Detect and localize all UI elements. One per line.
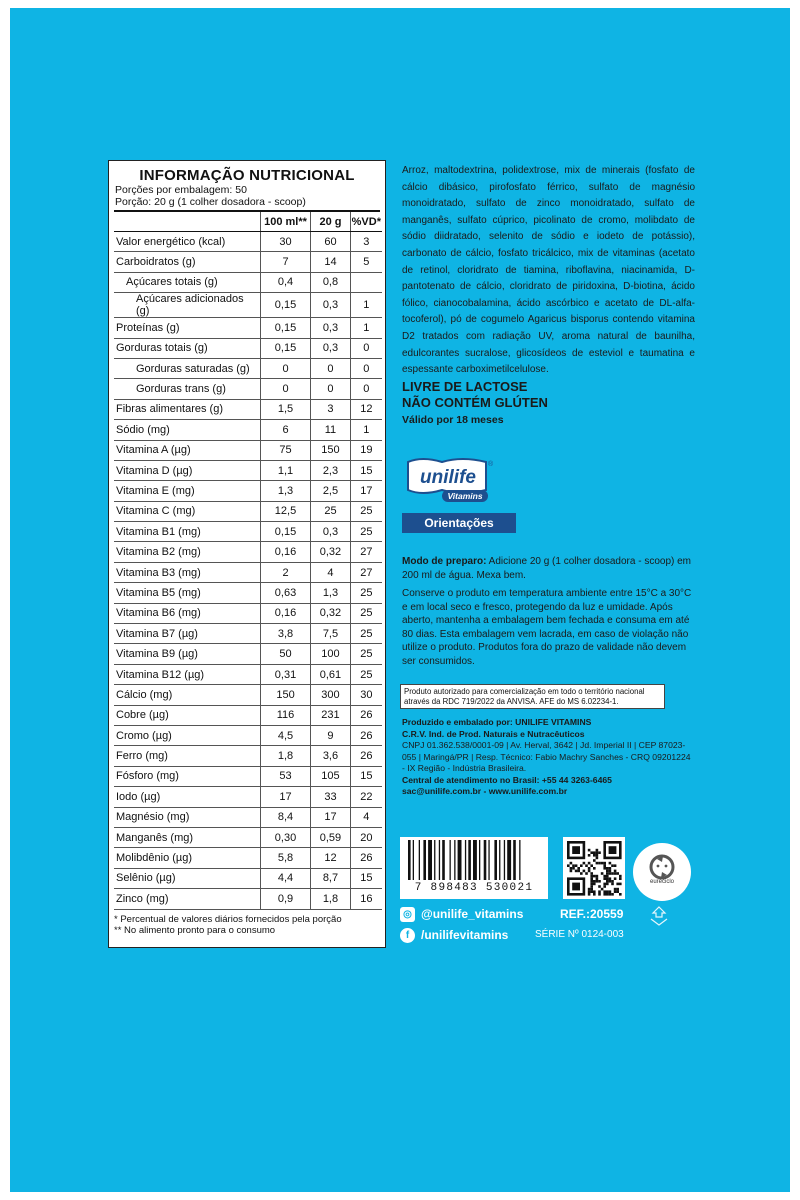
barcode bbox=[400, 837, 548, 899]
serial-number: SÉRIE Nº 0124-003 bbox=[535, 929, 624, 940]
table-row bbox=[114, 807, 382, 827]
instagram-handle: @unilife_vitamins bbox=[421, 907, 524, 921]
gluten-free-claim: NÃO CONTÉM GLÚTEN bbox=[402, 395, 548, 410]
nutrient-name: Valor energético (kcal) bbox=[114, 232, 260, 252]
logo-subtitle: Vitamins bbox=[447, 491, 483, 501]
table-row bbox=[114, 705, 382, 725]
nutrient-name: Magnésio (mg) bbox=[114, 807, 260, 827]
nutrient-name: Vitamina B9 (µg) bbox=[114, 644, 260, 664]
value-100ml: 7 bbox=[260, 252, 311, 272]
header-20g: 20 g bbox=[311, 212, 350, 232]
nutrient-name: Vitamina B12 (µg) bbox=[114, 664, 260, 684]
header-100ml: 100 ml** bbox=[260, 212, 311, 232]
portion-size: Porção: 20 g (1 colher dosadora - scoop) bbox=[115, 196, 306, 208]
table-row bbox=[114, 440, 382, 460]
value-20g: 33 bbox=[311, 787, 350, 807]
table-row bbox=[114, 522, 382, 542]
table-row bbox=[114, 787, 382, 807]
value-100ml: 0 bbox=[260, 358, 311, 378]
value-20g: 0 bbox=[311, 379, 350, 399]
producer-line-3: CNPJ 01.362.538/0001-09 | Av. Herval, 3642 | Jd. Imperial II | CEP 87023-055 | Maringá/PR | Resp. Técnico: Fabio Machry Sanches - CRQ 09201224 - IX Região - Indústria Brasileira. bbox=[402, 740, 691, 773]
value-100ml: 1,5 bbox=[260, 399, 311, 419]
value-vd: 22 bbox=[350, 787, 382, 807]
table-row bbox=[114, 644, 382, 664]
nutrient-name: Manganês (mg) bbox=[114, 827, 260, 847]
value-20g: 3,6 bbox=[311, 746, 350, 766]
table-row bbox=[114, 624, 382, 644]
value-vd: 25 bbox=[350, 501, 382, 521]
value-100ml: 0,15 bbox=[260, 293, 311, 318]
table-row bbox=[114, 603, 382, 623]
value-20g: 0,3 bbox=[311, 318, 350, 338]
value-vd: 27 bbox=[350, 542, 382, 562]
value-20g: 1,8 bbox=[311, 889, 350, 909]
prep-label: Modo de preparo: bbox=[402, 556, 487, 567]
table-row bbox=[114, 232, 382, 252]
value-100ml: 1,8 bbox=[260, 746, 311, 766]
value-100ml: 0,4 bbox=[260, 272, 311, 292]
logo-wordmark: unilife bbox=[420, 467, 476, 488]
value-100ml: 12,5 bbox=[260, 501, 311, 521]
product-claims bbox=[402, 379, 548, 426]
ingredients-text: Arroz, maltodextrina, polidextrose, mix de minerais (fosfato de cálcio dibásico, pirofosfato férrico, sulfato de magnésio monoidratado, sulfato de zinco monoidratado, sulfato de manganês, sulfato cúprico, picolinato de cromo, molibdato de sódio diidratado, selenito de sódio e iodeto de potássio), carbonato de cálcio, fosfato tricálcico, mix de vitaminas (acetato de retinol, cloridrato de tiamina, riboflavina, niacinamida, D-pantotenato de cálcio, cloridrato de piridoxina, D-biotina, ácido fólico, cianocobalamina, ácido ascórbico e acetato de DL-alfa-tocoferol), pó de cogumelo Agaricus bisporus contendo vitamina D2 tratados com radiação UV, aroma natural de baunilha, edulcorantes sucralose, glicosídeos de esteviol e taumatina e espessante carboximetilcelulose. bbox=[402, 165, 695, 376]
value-20g: 0,3 bbox=[311, 293, 350, 318]
table-row bbox=[114, 481, 382, 501]
table-row bbox=[114, 685, 382, 705]
table-row bbox=[114, 766, 382, 786]
barcode-number: 7 898483 530021 bbox=[414, 882, 534, 894]
header-vd: %VD* bbox=[350, 212, 382, 232]
value-100ml: 2 bbox=[260, 562, 311, 582]
nutrient-name: Gorduras saturadas (g) bbox=[114, 358, 260, 378]
authorization-box: Produto autorizado para comercialização em todo o território nacional através da RDC 719/2022 da ANVISA. AFE do MS 6.02234-1. bbox=[400, 684, 665, 709]
nutrient-name: Sódio (mg) bbox=[114, 420, 260, 440]
table-row bbox=[114, 542, 382, 562]
nutrient-name: Zinco (mg) bbox=[114, 889, 260, 909]
producer-info bbox=[402, 717, 694, 798]
value-vd: 20 bbox=[350, 827, 382, 847]
producer-line-2: C.R.V. Ind. de Prod. Naturais e Nutracêuticos bbox=[402, 728, 585, 739]
value-100ml: 1,1 bbox=[260, 460, 311, 480]
value-100ml: 0,16 bbox=[260, 603, 311, 623]
value-20g: 2,5 bbox=[311, 481, 350, 501]
value-20g: 8,7 bbox=[311, 868, 350, 888]
nutrient-name: Fósforo (mg) bbox=[114, 766, 260, 786]
value-20g: 231 bbox=[311, 705, 350, 725]
value-vd: 30 bbox=[350, 685, 382, 705]
table-row bbox=[114, 318, 382, 338]
table-row bbox=[114, 338, 382, 358]
value-20g: 150 bbox=[311, 440, 350, 460]
value-100ml: 0,15 bbox=[260, 338, 311, 358]
table-row bbox=[114, 399, 382, 419]
nutrient-name: Vitamina B5 (mg) bbox=[114, 583, 260, 603]
table-row bbox=[114, 379, 382, 399]
footnote-ready: ** No alimento pronto para o consumo bbox=[114, 924, 276, 936]
value-20g: 25 bbox=[311, 501, 350, 521]
nutrition-title: INFORMAÇÃO NUTRICIONAL bbox=[139, 167, 355, 184]
orientations-banner: Orientações bbox=[402, 513, 516, 533]
value-20g: 60 bbox=[311, 232, 350, 252]
value-vd: 26 bbox=[350, 725, 382, 745]
value-100ml: 1,3 bbox=[260, 481, 311, 501]
value-vd: 15 bbox=[350, 868, 382, 888]
value-vd: 25 bbox=[350, 624, 382, 644]
table-row bbox=[114, 252, 382, 272]
nutrient-name: Vitamina B6 (mg) bbox=[114, 603, 260, 623]
recycling-symbol-icon bbox=[648, 905, 670, 927]
nutrient-name: Vitamina B7 (µg) bbox=[114, 624, 260, 644]
conservation-text: Conserve o produto em temperatura ambiente entre 15°C a 30°C e em local seco e fresco, protegendo da luz e umidade. Após aberto, mantenha a embalagem bem fechada e consuma em até 80 dias. Esta embalagem vem lacrada, em caso de violação não utilize o produto. Produtos fora do prazo de validade não devem ser consumidos. bbox=[402, 588, 692, 667]
table-row bbox=[114, 664, 382, 684]
value-20g: 0,3 bbox=[311, 338, 350, 358]
value-vd: 19 bbox=[350, 440, 382, 460]
value-100ml: 53 bbox=[260, 766, 311, 786]
table-row bbox=[114, 501, 382, 521]
value-100ml: 8,4 bbox=[260, 807, 311, 827]
value-100ml: 50 bbox=[260, 644, 311, 664]
value-100ml: 0,15 bbox=[260, 522, 311, 542]
unilife-logo bbox=[402, 456, 494, 504]
nutrition-facts-table bbox=[108, 160, 386, 948]
value-20g: 7,5 bbox=[311, 624, 350, 644]
value-vd: 25 bbox=[350, 603, 382, 623]
value-vd: 25 bbox=[350, 522, 382, 542]
value-vd: 1 bbox=[350, 420, 382, 440]
value-20g: 4 bbox=[311, 562, 350, 582]
nutrient-name: Selênio (µg) bbox=[114, 868, 260, 888]
value-100ml: 0,63 bbox=[260, 583, 311, 603]
nutrient-name: Gorduras totais (g) bbox=[114, 338, 260, 358]
value-20g: 0,32 bbox=[311, 603, 350, 623]
eureciclo-seal bbox=[633, 843, 691, 901]
value-vd: 1 bbox=[350, 318, 382, 338]
value-20g: 9 bbox=[311, 725, 350, 745]
customer-service-phone: Central de atendimento no Brasil: +55 44 3263-6465 bbox=[402, 774, 612, 785]
nutrient-name: Cobre (µg) bbox=[114, 705, 260, 725]
value-100ml: 4,4 bbox=[260, 868, 311, 888]
value-vd: 15 bbox=[350, 460, 382, 480]
nutrient-name: Gorduras trans (g) bbox=[114, 379, 260, 399]
table-row bbox=[114, 746, 382, 766]
value-100ml: 30 bbox=[260, 232, 311, 252]
value-20g: 14 bbox=[311, 252, 350, 272]
instagram-link[interactable] bbox=[400, 906, 523, 922]
value-20g: 0,32 bbox=[311, 542, 350, 562]
contact-email-web: sac@unilife.com.br - www.unilife.com.br bbox=[402, 786, 568, 796]
value-vd: 25 bbox=[350, 664, 382, 684]
table-row bbox=[114, 460, 382, 480]
nutrient-name: Açúcares adicionados (g) bbox=[114, 293, 260, 318]
table-row bbox=[114, 358, 382, 378]
portions-per-pack: Porções por embalagem: 50 bbox=[115, 184, 247, 196]
instagram-icon: ◎ bbox=[400, 907, 415, 922]
value-vd bbox=[350, 272, 382, 292]
nutrient-name: Vitamina B3 (mg) bbox=[114, 562, 260, 582]
table-row bbox=[114, 889, 382, 909]
nutrient-name: Molibdênio (µg) bbox=[114, 848, 260, 868]
nutrient-name: Vitamina B1 (mg) bbox=[114, 522, 260, 542]
value-100ml: 0,16 bbox=[260, 542, 311, 562]
value-100ml: 17 bbox=[260, 787, 311, 807]
nutrient-name: Carboidratos (g) bbox=[114, 252, 260, 272]
validity-text: Válido por 18 meses bbox=[402, 414, 504, 426]
value-vd: 0 bbox=[350, 358, 382, 378]
header-nutrient bbox=[114, 212, 260, 232]
barcode-bars bbox=[404, 840, 544, 882]
table-row bbox=[114, 293, 382, 318]
facebook-handle: /unilifevitamins bbox=[421, 928, 509, 942]
preparation-instructions bbox=[402, 555, 694, 582]
value-20g: 1,3 bbox=[311, 583, 350, 603]
value-vd: 26 bbox=[350, 848, 382, 868]
value-vd: 1 bbox=[350, 293, 382, 318]
nutrient-name: Cromo (µg) bbox=[114, 725, 260, 745]
value-20g: 0,3 bbox=[311, 522, 350, 542]
nutrient-name: Vitamina A (µg) bbox=[114, 440, 260, 460]
value-vd: 25 bbox=[350, 644, 382, 664]
nutrition-grid bbox=[114, 212, 382, 910]
value-vd: 15 bbox=[350, 766, 382, 786]
value-vd: 25 bbox=[350, 583, 382, 603]
table-row bbox=[114, 827, 382, 847]
nutrient-name: Vitamina E (mg) bbox=[114, 481, 260, 501]
value-vd: 5 bbox=[350, 252, 382, 272]
value-100ml: 116 bbox=[260, 705, 311, 725]
table-row bbox=[114, 868, 382, 888]
table-row bbox=[114, 848, 382, 868]
table-header-row bbox=[114, 212, 382, 232]
nutrient-name: Fibras alimentares (g) bbox=[114, 399, 260, 419]
top-white-margin bbox=[0, 0, 800, 8]
table-row bbox=[114, 272, 382, 292]
value-100ml: 3,8 bbox=[260, 624, 311, 644]
value-vd: 17 bbox=[350, 481, 382, 501]
producer-line-1: Produzido e embalado por: UNILIFE VITAMINS bbox=[402, 717, 592, 727]
value-100ml: 5,8 bbox=[260, 848, 311, 868]
value-100ml: 150 bbox=[260, 685, 311, 705]
value-100ml: 0,31 bbox=[260, 664, 311, 684]
qr-code-icon[interactable] bbox=[563, 837, 625, 899]
nutrient-name: Vitamina C (mg) bbox=[114, 501, 260, 521]
value-20g: 0,8 bbox=[311, 272, 350, 292]
value-vd: 0 bbox=[350, 379, 382, 399]
value-100ml: 0,30 bbox=[260, 827, 311, 847]
nutrient-name: Ferro (mg) bbox=[114, 746, 260, 766]
value-vd: 3 bbox=[350, 232, 382, 252]
table-row bbox=[114, 420, 382, 440]
value-vd: 26 bbox=[350, 746, 382, 766]
recycle-label: eureciclo bbox=[649, 879, 674, 885]
registered-mark: ® bbox=[488, 461, 494, 468]
value-100ml: 75 bbox=[260, 440, 311, 460]
value-vd: 0 bbox=[350, 338, 382, 358]
facebook-icon: f bbox=[400, 928, 415, 943]
table-row bbox=[114, 562, 382, 582]
value-100ml: 0,15 bbox=[260, 318, 311, 338]
nutrient-name: Cálcio (mg) bbox=[114, 685, 260, 705]
value-20g: 105 bbox=[311, 766, 350, 786]
prep-text: Adicione 20 g (1 colher dosadora - scoop) em 200 ml de água. Mexa bem. bbox=[402, 556, 692, 581]
value-vd: 4 bbox=[350, 807, 382, 827]
value-20g: 17 bbox=[311, 807, 350, 827]
value-20g: 0,61 bbox=[311, 664, 350, 684]
value-vd: 26 bbox=[350, 705, 382, 725]
value-100ml: 0,9 bbox=[260, 889, 311, 909]
nutrient-name: Vitamina B2 (mg) bbox=[114, 542, 260, 562]
value-20g: 3 bbox=[311, 399, 350, 419]
value-20g: 2,3 bbox=[311, 460, 350, 480]
nutrient-name: Açúcares totais (g) bbox=[114, 272, 260, 292]
value-20g: 0 bbox=[311, 358, 350, 378]
recycle-arrows-icon bbox=[633, 843, 691, 901]
reference-code: REF.:20559 bbox=[560, 907, 624, 921]
value-20g: 11 bbox=[311, 420, 350, 440]
value-100ml: 6 bbox=[260, 420, 311, 440]
value-vd: 16 bbox=[350, 889, 382, 909]
table-row bbox=[114, 583, 382, 603]
value-100ml: 4,5 bbox=[260, 725, 311, 745]
table-row bbox=[114, 725, 382, 745]
nutrient-name: Vitamina D (µg) bbox=[114, 460, 260, 480]
value-20g: 12 bbox=[311, 848, 350, 868]
lactose-free-claim: LIVRE DE LACTOSE bbox=[402, 379, 528, 394]
nutrient-name: Iodo (µg) bbox=[114, 787, 260, 807]
value-20g: 0,59 bbox=[311, 827, 350, 847]
value-100ml: 0 bbox=[260, 379, 311, 399]
value-vd: 12 bbox=[350, 399, 382, 419]
value-20g: 100 bbox=[311, 644, 350, 664]
footnote-vd: * Percentual de valores diários fornecidos pela porção bbox=[114, 913, 342, 925]
facebook-link[interactable] bbox=[400, 927, 508, 943]
value-vd: 27 bbox=[350, 562, 382, 582]
value-20g: 300 bbox=[311, 685, 350, 705]
nutrient-name: Proteínas (g) bbox=[114, 318, 260, 338]
